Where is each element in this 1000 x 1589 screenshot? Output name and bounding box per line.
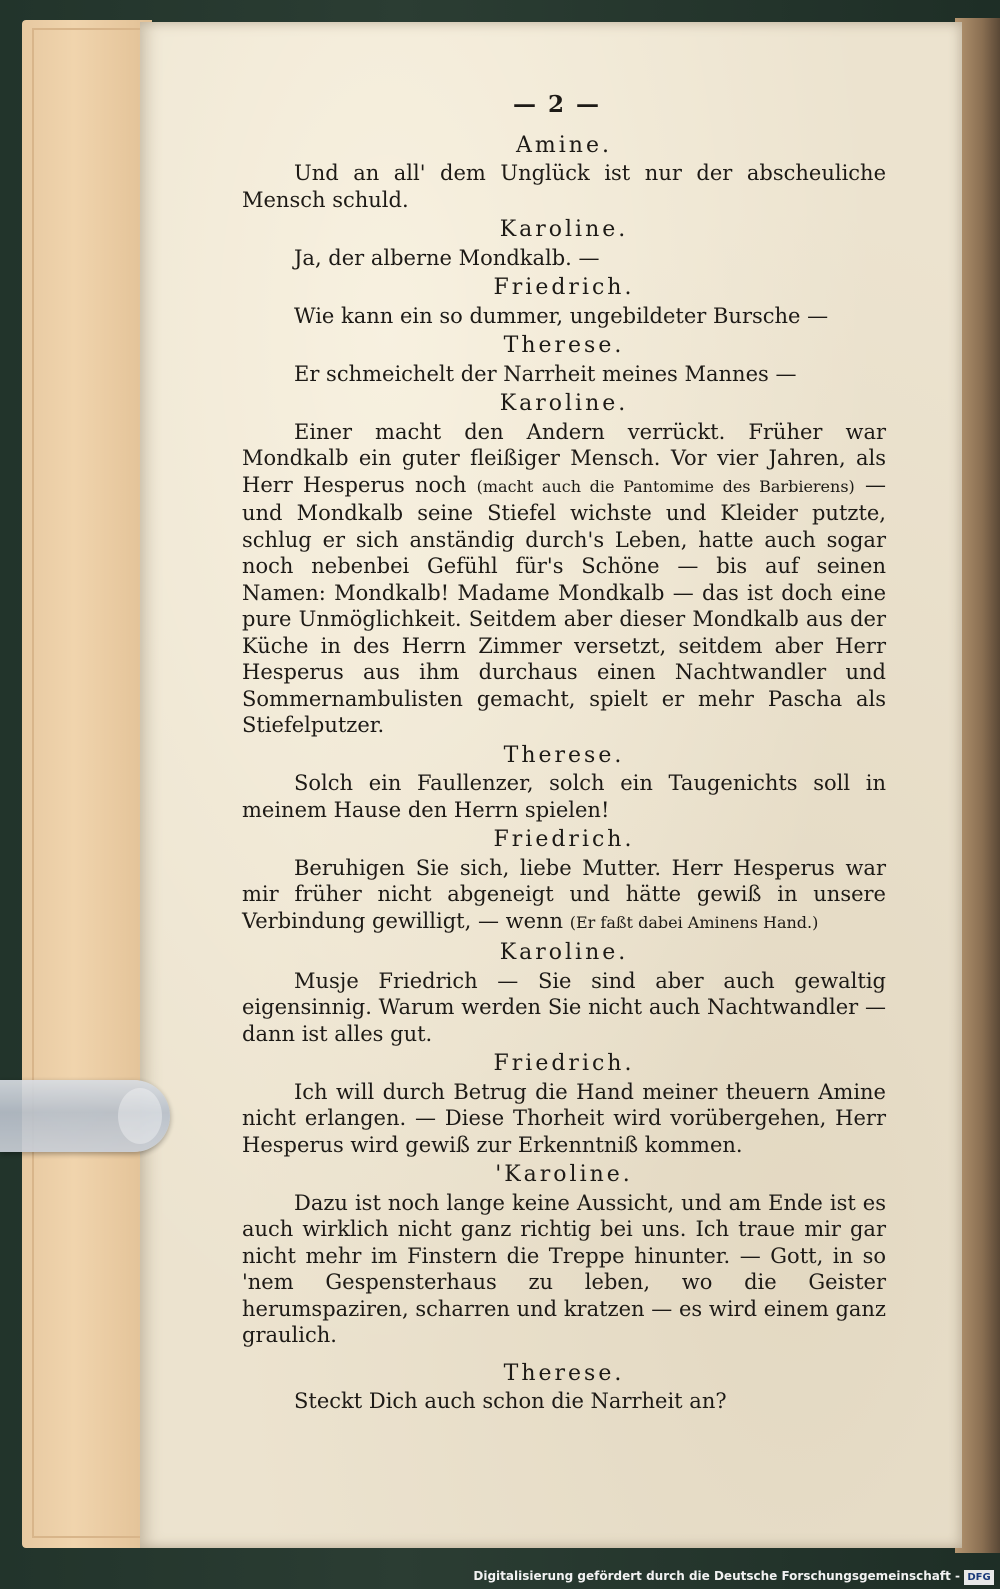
speech-text <box>242 855 886 937</box>
speaker-name: Karoline. <box>499 217 629 242</box>
speaker-name: Friedrich. <box>493 1051 635 1076</box>
dfg-logo: DFG <box>964 1570 994 1585</box>
stage-direction: (Er faßt dabei Aminens Hand.) <box>569 912 819 932</box>
speaker-name: Friedrich. <box>493 827 635 852</box>
speech-text: Er schmeichelt der Narrheit meines Mannes — <box>294 361 797 386</box>
speech-text-part: Beruhigen Sie sich, liebe Mutter. Herr Hesperus war mir früher nicht abgeneigt und hätte gewiß in unsere Verbindung gewilligt, — wenn <box>242 855 886 933</box>
speaker-name: Karoline. <box>499 940 629 965</box>
digitization-credit: Digitalisierung gefördert durch die Deutsche Forschungsgemeinschaft - <box>473 1569 960 1583</box>
speaker-name: Friedrich. <box>493 275 635 300</box>
speech-text: Dazu ist noch lange keine Aussicht, und am Ende ist es auch wirklich nicht ganz richtig bei uns. Ich traue mir gar nicht mehr im Finstern die Treppe hinunter. — Gott, in so 'nem Gespensterhaus zu leben, wo die Geister herumspaziren, scharren und kratzen — es wird einem ganz graulich. <box>242 1190 886 1347</box>
speech-text: Und an all' dem Unglück ist nur der abscheuliche Mensch schuld. <box>242 161 886 212</box>
speech-text <box>242 419 886 739</box>
speech-text: Ja, der alberne Mondkalb. — <box>294 245 600 270</box>
speaker-name: Amine. <box>516 132 612 158</box>
speech-text: Musje Friedrich — Sie sind aber auch gewaltig eigensinnig. Warum werden Sie nicht auch Nachtwandler — dann ist alles gut. <box>242 968 886 1046</box>
stage-direction: (macht auch die Pantomime des Barbierens) <box>476 476 855 496</box>
speaker-name: Therese. <box>503 742 625 768</box>
page-text <box>242 92 886 1415</box>
previous-page-border <box>32 28 144 1538</box>
speaker-name: Therese. <box>503 1360 625 1386</box>
scanner-finger-tip <box>118 1088 162 1144</box>
speech-text-part: Einer macht den Andern verrückt. Früher war Mondkalb ein guter fleißiger Mensch. Vor vier Jahren, als Herr Hesperus noch <box>242 419 886 497</box>
speech-text: Wie kann ein so dummer, ungebildeter Bursche — <box>294 303 829 328</box>
speaker-name: Therese. <box>503 333 625 358</box>
speaker-name: 'Karoline. <box>495 1162 633 1187</box>
page-number: — 2 — <box>512 91 602 118</box>
speech-text-part: — und Mondkalb seine Stiefel wichste und Kleider putzte, schlug er sich anständig durch's Leben, hatte auch sogar noch nebenbei Gefühl für's Schöne — bis auf seinen Namen: Mondkalb! Madame Mondkalb — das ist doch eine pure Unmöglichkeit. Seitdem aber dieser Mondkalb aus der Küche in des Herrn Zimmer versetzt, seitdem aber Herr Hesperus aus ihm durchaus einen Nachtwandler und Sommernambulisten gemacht, spielt er mehr Pascha als Stiefelputzer. <box>242 472 887 737</box>
speech-text: Ich will durch Betrug die Hand meiner theuern Amine nicht erlangen. — Diese Thorheit wird vorübergehen, Herr Hesperus wird gewiß zur Erkenntniß kommen. <box>242 1079 886 1157</box>
speech-text: Solch ein Faullenzer, solch ein Taugenichts soll in meinem Hause den Herrn spielen! <box>242 771 886 822</box>
speaker-name: Karoline. <box>499 391 629 416</box>
speech-text: Steckt Dich auch schon die Narrheit an? <box>294 1389 727 1413</box>
